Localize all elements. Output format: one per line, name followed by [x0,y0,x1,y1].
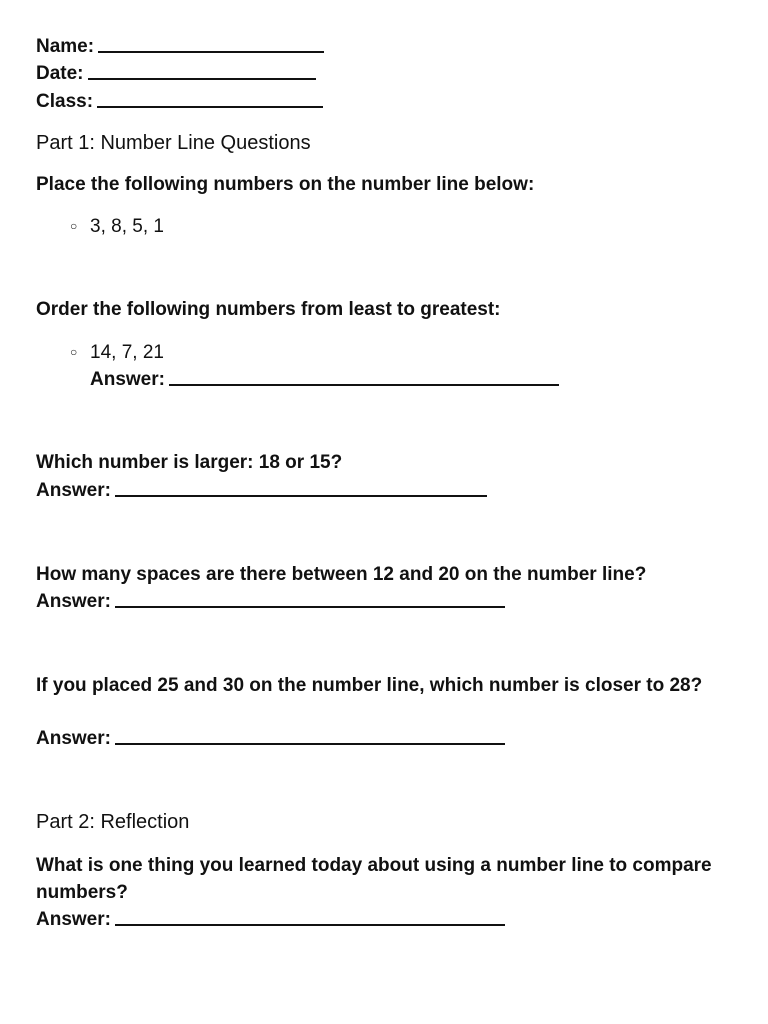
part2-title: Part 2: Reflection [36,811,190,833]
date-blank[interactable] [88,60,316,80]
q2-answer [90,366,559,393]
reflection-answer-label: Answer: [36,909,111,930]
q2-answer-blank[interactable] [169,366,559,386]
date-row [36,60,316,87]
q4-answer-blank[interactable] [115,588,505,608]
q3-answer [36,477,487,504]
q4-answer-label: Answer: [36,591,111,612]
q2-bullet-text: 14, 7, 21 [90,342,164,363]
date-label: Date: [36,63,84,84]
q1-bullet [70,213,164,240]
class-label: Class: [36,91,94,112]
q3-answer-blank[interactable] [115,477,487,497]
q4-text: How many spaces are there between 12 and 20 on the number line? [36,564,647,585]
name-blank[interactable] [98,33,324,53]
q5-answer [36,725,505,752]
q2-answer-label: Answer: [90,369,165,390]
q5-answer-blank[interactable] [115,725,505,745]
q5-answer-label: Answer: [36,728,111,749]
class-blank[interactable] [97,88,323,108]
q1-bullet-text: 3, 8, 5, 1 [90,216,164,237]
q3-answer-label: Answer: [36,480,111,501]
q4-answer [36,588,505,615]
reflection-answer [36,906,505,933]
q5-text: If you placed 25 and 30 on the number line, which number is closer to 28? [36,675,703,696]
bullet-circle-icon: ○ [70,219,78,233]
q1-text: Place the following numbers on the number line below: [36,174,535,195]
part1-title: Part 1: Number Line Questions [36,132,311,154]
q3-text: Which number is larger: 18 or 15? [36,452,343,473]
name-row [36,33,324,60]
class-row [36,88,323,115]
q2-bullet [70,339,164,366]
name-label: Name: [36,36,95,57]
reflection-text: What is one thing you learned today about using a number line to compare numbers? [36,855,712,903]
bullet-circle-icon: ○ [70,345,78,359]
q2-text: Order the following numbers from least to greatest: [36,299,501,320]
reflection-answer-blank[interactable] [115,906,505,926]
